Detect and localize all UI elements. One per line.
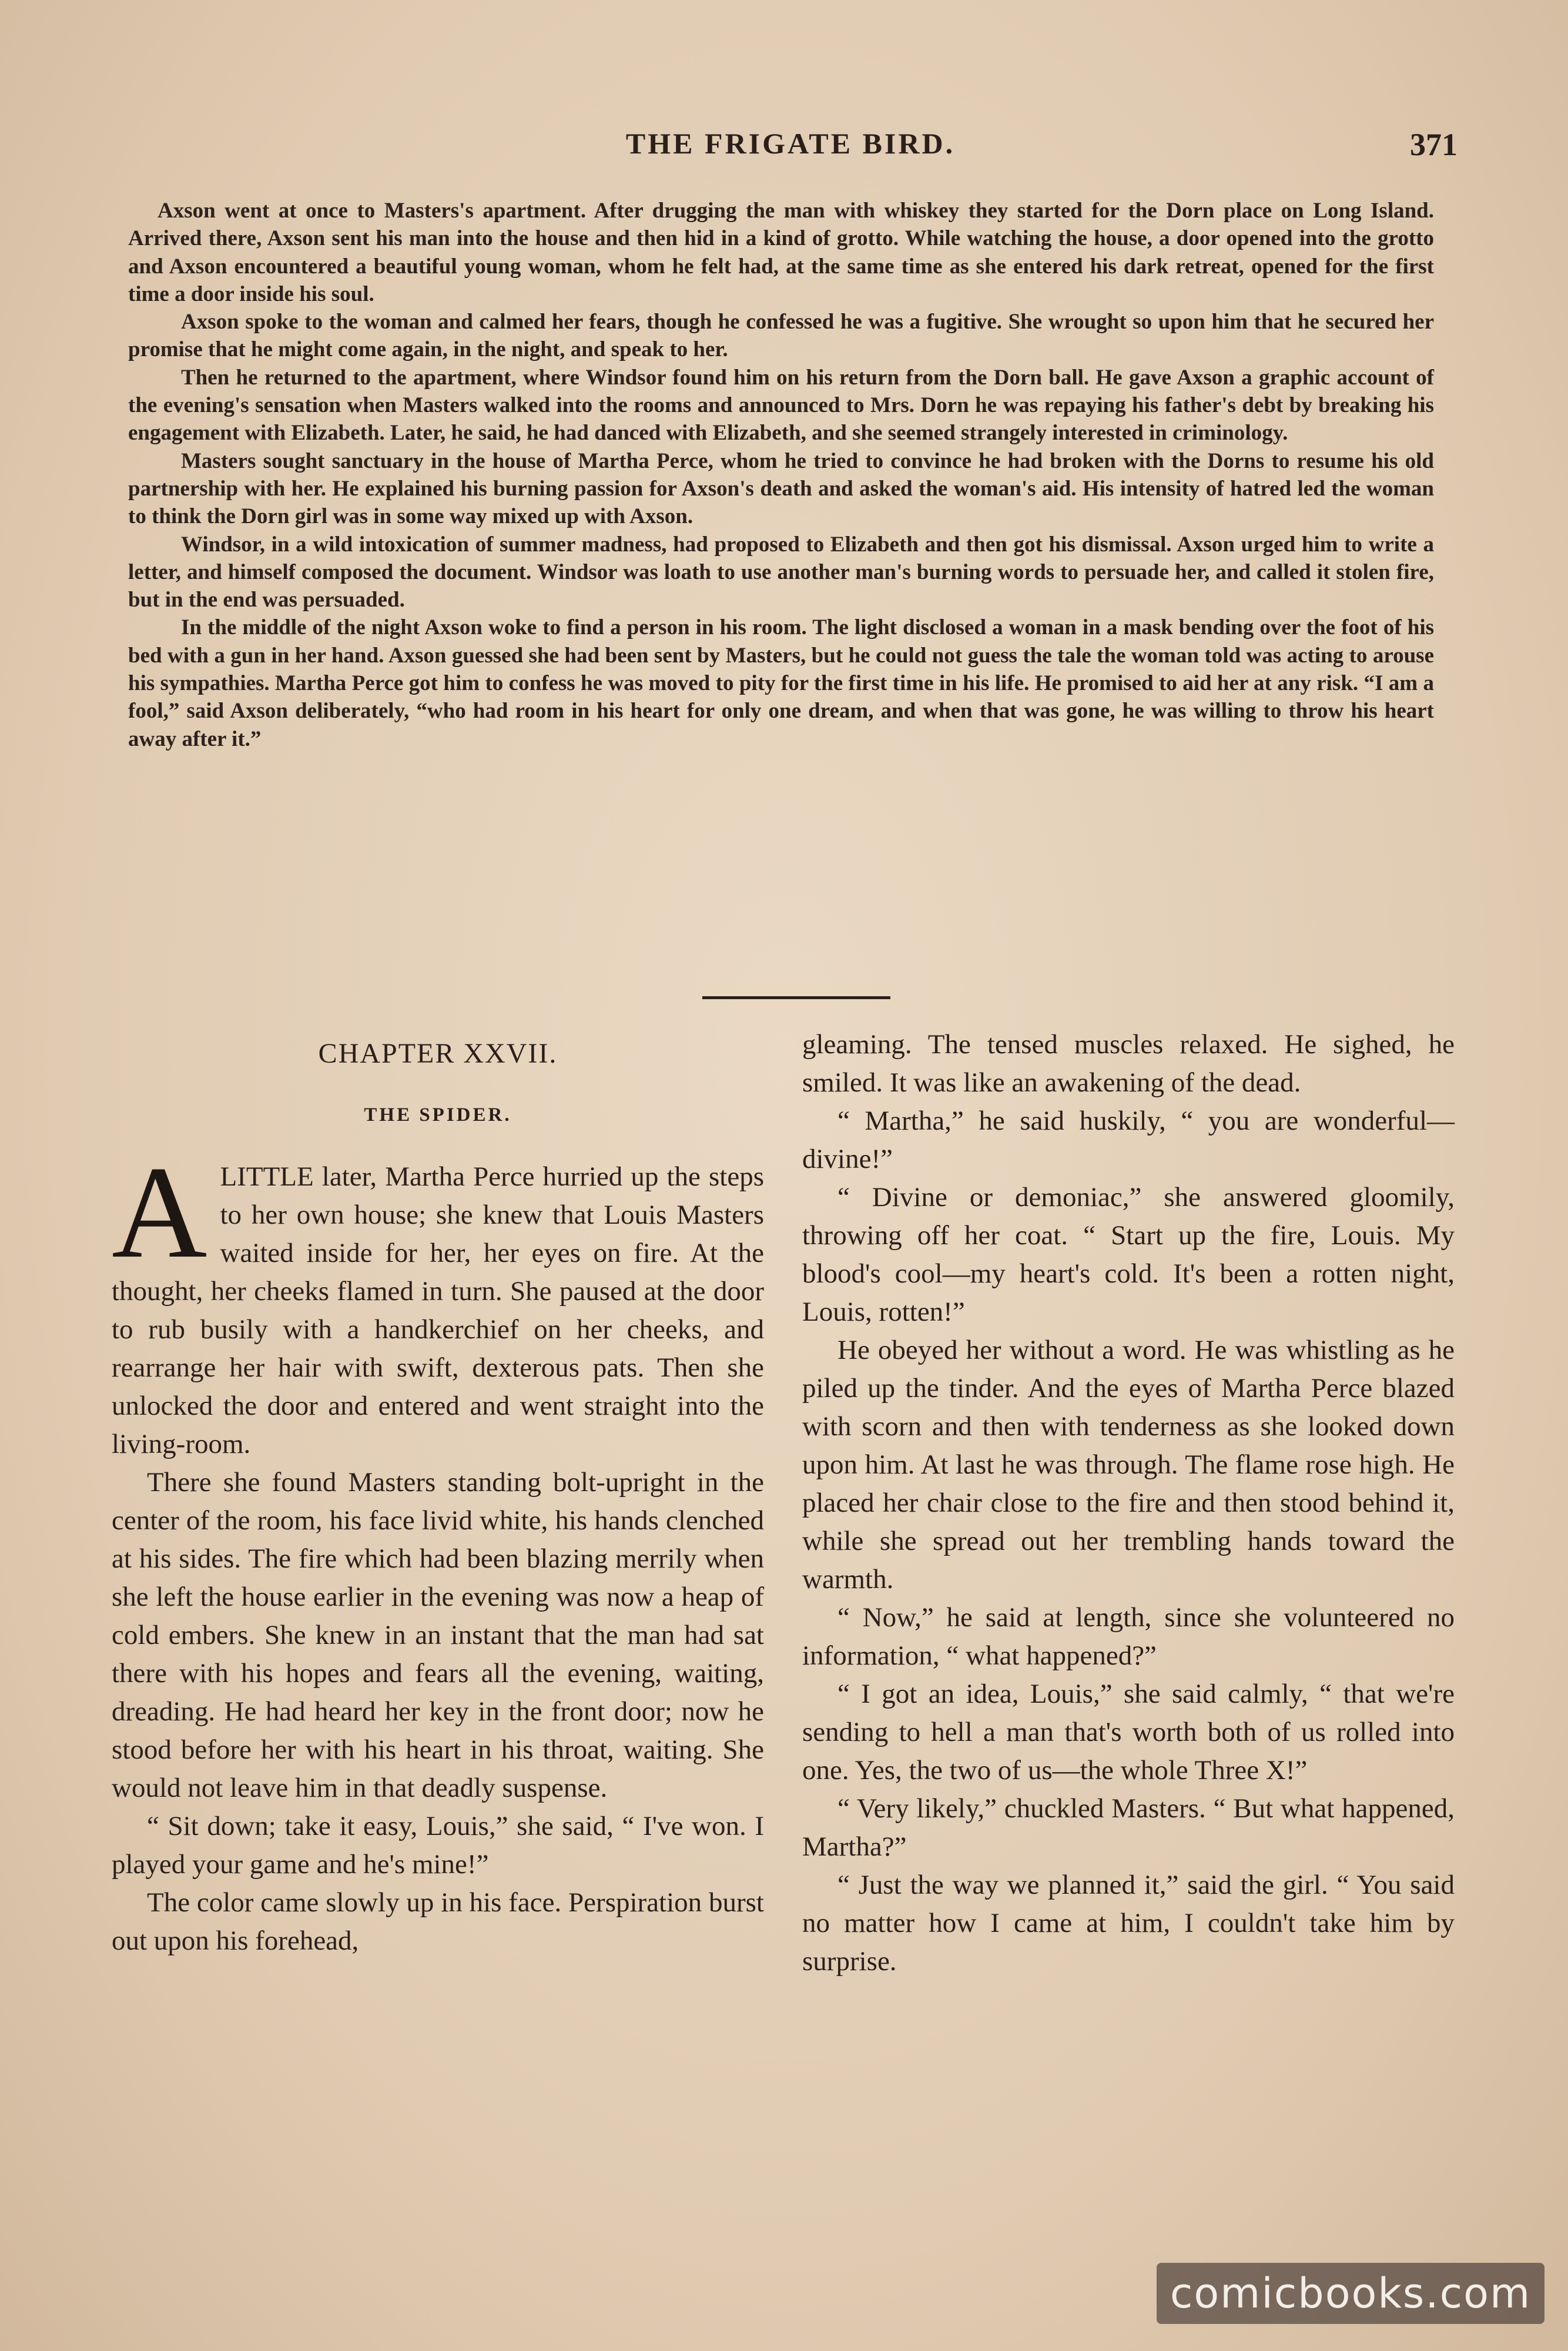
opening-paragraph [112,1138,764,1463]
body-paragraph: “ Divine or demoniac,” she answered gloomily, throwing off her coat. “ Start up the fire, Louis. My blood's cool—my heart's cold. It's been a rotten night, Louis, rotten!” [802,1182,1455,1327]
synopsis-paragraph: Then he returned to the apartment, where Windsor found him on his return from the Dorn ball. He gave Axson a graphic account of the evening's sensation when Masters walked into the rooms and announced to Mrs. Dorn he was repaying his father's debt by breaking his engagement with Elizabeth. Later, he said, he had danced with Elizabeth, and she seemed strangely interested in criminology. [128,365,1434,446]
left-column [112,1026,764,1960]
chapter-title: CHAPTER XXVII. [318,1038,558,1069]
synopsis-paragraph: Windsor, in a wild intoxication of summer madness, had proposed to Elizabeth and then got his dismissal. Axson urged him to write a letter, and himself composed the document. Windsor was loath to use another man's burning words to persuade her, and called it stolen fire, but in the end was persuaded. [128,532,1434,612]
synopsis-paragraph: Axson went at once to Masters's apartment. After drugging the man with whiskey they started for the Dorn place on Long Island. Arrived there, Axson sent his man into the house and then hid in a kind of grotto. While watching the house, a door opened into the grotto and Axson encountered a beautiful young woman, whom he felt had, at the same time as she entered his dark retreat, opened for the first time a door inside his soul. [128,199,1434,306]
body-paragraph: There she found Masters standing bolt-upright in the center of the room, his face livid white, his hands clenched at his sides. The fire which had been blazing merrily when she left the house earlier in the evening was now a heap of cold embers. She knew in an instant that the man had sat there with his hopes and fears all the evening, waiting, dreading. He had heard her key in the front door; now he stood before her with his heart in his throat, waiting. She would not leave him in that deadly suspense. [112,1467,764,1803]
drop-cap: A [112,1138,207,1285]
body-paragraph: “ Martha,” he said huskily, “ you are wonderful—divine!” [802,1106,1455,1174]
chapter-subtitle: THE SPIDER. [364,1104,512,1126]
synopsis-paragraph: Masters sought sanctuary in the house of Martha Perce, whom he tried to convince he had broken with the Dorns to resume his old partnership with her. He explained his burning passion for Axson's death and asked the woman's aid. His intensity of hatred led the woman to think the Dorn girl was in some way mixed up with Axson. [128,448,1434,529]
running-title: THE FRIGATE BIRD. [625,127,956,160]
running-header [123,126,1458,173]
body-paragraph: “ Very likely,” chuckled Masters. “ But what happened, Martha?” [802,1793,1455,1862]
synopsis [128,197,1434,753]
body-paragraph: “ Sit down; take it easy, Louis,” she said, “ I've won. I played your game and he's mine!” [112,1811,764,1880]
synopsis-paragraph: Axson spoke to the woman and calmed her fears, though he confessed he was a fugitive. She wrought so upon him that he secured her promise that he might come again, in the night, and speak to her. [128,310,1434,362]
section-divider [702,996,890,999]
body-paragraph: “ Now,” he said at length, since she volunteered no information, “ what happened?” [802,1602,1455,1671]
body-paragraph: “ I got an idea, Louis,” she said calmly, “ that we're sending to hell a man that's worth both of us rolled into one. Yes, the two of us—the whole Three X!” [802,1679,1455,1786]
right-column [802,1026,1455,1981]
site-watermark: comicbooks.com [1157,2263,1544,2324]
opening-text: LITTLE later, Martha Perce hurried up the steps to her own house; she knew that Louis Masters waited inside for her, her eyes on fire. At the thought, her cheeks flamed in turn. She paused at the door to rub busily with a handkerchief on her cheeks, and rearrange her hair with swift, dexterous pats. Then she unlocked the door and entered and went straight into the living-room. [112,1161,764,1459]
body-paragraph: “ Just the way we planned it,” said the girl. “ You said no matter how I came at him, I couldn't take him by surprise. [802,1870,1455,1977]
page-number: 371 [1410,127,1458,162]
synopsis-paragraph: In the middle of the night Axson woke to find a person in his room. The light disclosed a woman in a mask bending over the foot of his bed with a gun in her hand. Axson guessed she had been sent by Masters, but he could not guess the tale the woman told was acting to arouse his sympathies. Martha Perce got him to confess he was moved to pity for the first time in his life. He promised to aid her at any risk. “I am a fool,” said Axson deliberately, “who had room in his heart for only one dream, and when that was gone, he was willing to throw his heart away after it.” [128,615,1434,751]
body-paragraph: gleaming. The tensed muscles relaxed. He sighed, he smiled. It was like an awakening of the dead. [802,1029,1455,1098]
body-paragraph: He obeyed her without a word. He was whistling as he piled up the tinder. And the eyes of Martha Perce blazed with scorn and then with tenderness as she looked down upon him. At last he was through. The flame rose high. He placed her chair close to the fire and then stood behind it, while she spread out her trembling hands toward the warmth. [802,1335,1455,1595]
body-paragraph: The color came slowly up in his face. Perspiration burst out upon his forehead, [112,1887,764,1956]
